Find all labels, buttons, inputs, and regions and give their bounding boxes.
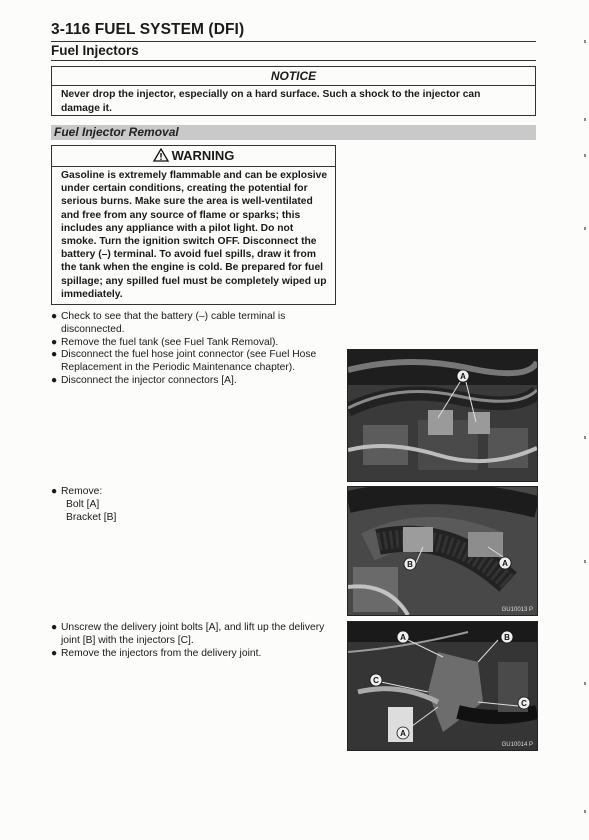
bullet-icon: ● — [51, 311, 58, 322]
list-item: ● Unscrew the delivery joint bolts [A], and lift up the delivery joint [B] with the injectors [C]. — [51, 622, 325, 646]
list-item: ● Disconnect the fuel hose joint connector (see Fuel Hose Replacement in the Periodic Maintenance chapter). — [51, 349, 317, 374]
callout-label: C — [373, 676, 379, 685]
photo-code: GU10014 P — [501, 742, 533, 748]
photo-code: GU10013 P — [501, 607, 533, 613]
callout-label: A — [400, 729, 406, 738]
list-item: ● Check to see that the battery (–) cable terminal is disconnected. — [51, 311, 286, 335]
warning-header — [52, 148, 335, 163]
callout-label: A — [400, 633, 406, 642]
section-title: Fuel Injectors — [51, 43, 139, 58]
subsection-title: Fuel Injector Removal — [54, 125, 179, 139]
notice-box — [51, 66, 536, 116]
notice-title: NOTICE — [270, 69, 317, 83]
injector-connectors-photo — [347, 349, 538, 482]
header-divider — [51, 41, 536, 42]
steps-list-3 — [51, 622, 341, 660]
list-item: ● Remove: — [51, 486, 103, 497]
callout-label: B — [407, 560, 413, 569]
subsection-bar — [51, 125, 536, 140]
scan-mark — [584, 154, 586, 157]
sub-list-item: Bolt [A] — [66, 498, 100, 510]
warning-divider — [52, 166, 335, 167]
callout-label: A — [460, 372, 466, 381]
steps-list-1 — [51, 311, 341, 388]
scan-mark — [584, 227, 586, 230]
section-divider — [51, 60, 536, 61]
bullet-icon: ● — [51, 349, 58, 361]
notice-text: Never drop the injector, especially on a hard surface. Such a shock to the injector can damage it. — [61, 89, 481, 114]
notice-divider — [52, 85, 535, 86]
scan-mark — [584, 40, 586, 43]
scan-mark — [584, 810, 586, 813]
callout-label: C — [521, 699, 527, 708]
callout-label: A — [502, 559, 508, 568]
warning-title: WARNING — [171, 148, 235, 163]
bullet-icon: ● — [51, 622, 58, 633]
warning-triangle-icon — [153, 148, 169, 162]
scan-mark — [584, 436, 586, 439]
list-item: ● Disconnect the injector connectors [A]. — [51, 374, 237, 386]
callout-label: B — [504, 633, 510, 642]
bullet-icon: ● — [51, 647, 58, 659]
delivery-joint-photo — [347, 621, 538, 751]
scan-mark — [584, 682, 586, 685]
steps-list-2 — [51, 486, 341, 524]
bolt-bracket-photo — [347, 486, 538, 616]
scan-mark — [584, 118, 586, 121]
bullet-icon: ● — [51, 336, 58, 348]
warning-text: Gasoline is extremely flammable and can be explosive under certain conditions, creating the potential for serious burns. Make sure the area is well-ventilated and free from any source of flame or sparks; this includes any appliance with a pilot light. Do not smoke. Turn the ignition switch OFF. Disconnect the battery (–) terminal. To avoid fuel spills, draw it from the tank when the engine is cold. Be prepared for fuel spillage; any spilled fuel must be completely wiped up immediately. — [61, 170, 328, 300]
page-header-title: 3-116 FUEL SYSTEM (DFI) — [51, 21, 245, 38]
list-item: ● Remove the injectors from the delivery joint. — [51, 647, 262, 659]
bullet-icon: ● — [51, 486, 58, 497]
sub-list-item: Bracket [B] — [66, 511, 117, 523]
scan-mark — [584, 560, 586, 563]
bullet-icon: ● — [51, 374, 58, 386]
list-item: ● Remove the fuel tank (see Fuel Tank Removal). — [51, 336, 279, 348]
warning-box — [51, 145, 336, 305]
